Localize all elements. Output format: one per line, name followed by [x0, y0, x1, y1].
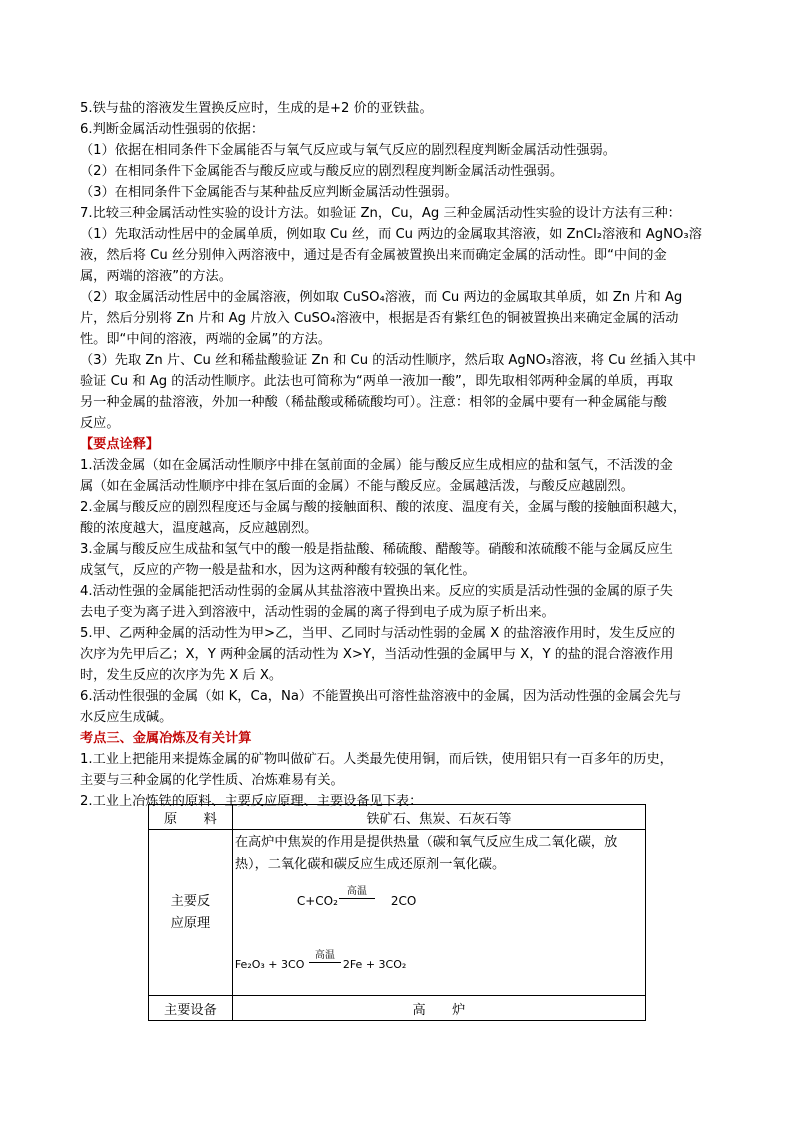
reaction-principle-label: 主要反应原理	[170, 893, 211, 931]
section-title-key-points: 【要点诠释】	[80, 437, 160, 452]
paragraph-block-2	[80, 455, 716, 728]
section-title-smelting: 考点三、金属冶炼及有关计算	[80, 731, 252, 746]
smelting-line: 主要与三种金属的化学性质、冶炼难易有关。	[80, 773, 344, 788]
equation-1-condition-text: 高温	[346, 886, 367, 897]
text-line: （2）取金属活动性居中的金属溶液，例如取 CuSO₄溶液，而 Cu 两边的金属取其单质，如 Zn 片和 Ag	[80, 290, 683, 305]
text-line: 6.判断金属活动性强弱的依据：	[80, 122, 265, 137]
text-line: 片，然后分别将 Zn 片和 Ag 片放入 CuSO₄溶液中，根据是否有紫红色的铜被置换出来确定金属的活动	[80, 311, 679, 326]
text-line: （2）在相同条件下金属能否与酸反应或与酸反应的剧烈程度判断金属活动性强弱。	[80, 164, 564, 179]
text-line: 另一种金属的盐溶液，外加一种酸（稀盐酸或稀硫酸均可）。注意：相邻的金属中要有一种金属能与酸	[80, 395, 667, 410]
equation-2-right: 2Fe + 3CO₂	[342, 958, 407, 971]
explanation-line: 时，发生反应的次序为先 X 后 X。	[80, 668, 283, 683]
explanation-line: 成氢气，反应的产物一般是盐和水，因为这两种酸有较强的氧化性。	[80, 563, 476, 578]
table-label-equipment: 主要设备	[149, 996, 233, 1021]
equation-2-left: Fe₂O₃ + 3CO	[234, 958, 305, 971]
smelting-line: 2.工业上冶炼铁的原料、主要反应原理、主要设备见下表：	[80, 794, 423, 809]
explanation-line: 5.甲、乙两种金属的活动性为甲>乙，当甲、乙同时与活动性弱的金属 X 的盐溶液作用时，发生反应的	[80, 626, 675, 641]
explanation-line: 6.活动性很强的金属（如 K，Ca，Na）不能置换出可溶性盐溶液中的金属，因为活动性强的金属会先与	[80, 689, 682, 704]
text-line: （1）先取活动性居中的金属单质，例如取 Cu 丝，而 Cu 两边的金属取其溶液，如 ZnCl₂溶液和 AgNO₃溶	[80, 227, 702, 242]
explanation-line: 酸的浓度越大，温度越高，反应越剧烈。	[80, 521, 318, 536]
table-value-reaction-principle	[232, 830, 645, 996]
text-line: 性。即“中间的溶液，两端的金属”的方法。	[80, 332, 332, 347]
text-line: （1）依据在相同条件下金属能否与氧气反应或与氧气反应的剧烈程度判断金属活动性强弱。	[80, 143, 616, 158]
text-line: 属，两端的溶液”的方法。	[80, 269, 232, 284]
explanation-line: 属（如在金属活动性顺序中排在氢后面的金属）不能与酸反应。金属越活泼，与酸反应越剧烈。	[80, 479, 634, 494]
explanation-line: 3.金属与酸反应生成盐和氢气中的酸一般是指盐酸、稀硫酸、醋酸等。硝酸和浓硫酸不能与金属反应生	[80, 542, 673, 557]
principle-text-line-2: 热），二氧化碳和碳反应生成还原剂一氧化碳。	[234, 857, 506, 872]
table-value-equipment: 高 炉	[232, 996, 645, 1021]
equation-2-condition-text: 高温	[314, 950, 335, 961]
text-line: 液，然后将 Cu 丝分别伸入两溶液中，通过是否有金属被置换出来而确定金属的活动性。即“中间的金	[80, 248, 667, 263]
text-line: （3）在相同条件下金属能否与某种盐反应判断金属活动性强弱。	[80, 185, 458, 200]
explanation-line: 次序为先甲后乙；X，Y 两种金属的活动性为 X>Y，当活动性强的金属甲与 X，Y 的盐的混合溶液作用	[80, 647, 674, 662]
text-line: 5.铁与盐的溶液发生置换反应时，生成的是+2 价的亚铁盐。	[80, 101, 433, 116]
equation-1-condition	[339, 882, 375, 899]
text-line: 验证 Cu 和 Ag 的活动性顺序。此法也可简称为“两单一液加一酸”，即先取相邻两种金属的单质，再取	[80, 374, 673, 389]
table-value-raw-materials: 铁矿石、焦炭、石灰石等	[232, 805, 645, 830]
explanation-line: 4.活动性强的金属能把活动性弱的金属从其盐溶液中置换出来。反应的实质是活动性强的金属的原子失	[80, 584, 673, 599]
paragraph-block-3	[80, 749, 716, 812]
equation-1-left: C+CO₂	[296, 894, 338, 908]
principle-text-line-1: 在高炉中焦炭的作用是提供热量（碳和氧气反应生成二氧化碳，放	[234, 835, 618, 850]
table-label-reaction-principle	[149, 830, 233, 996]
explanation-line: 去电子变为离子进入到溶液中，活动性弱的金属的离子得到电子成为原子析出来。	[80, 605, 555, 620]
equations-area	[233, 876, 645, 981]
table-label-raw-materials: 原 料	[149, 805, 233, 830]
equation-1-right: 2CO	[390, 894, 417, 908]
equation-2-condition	[309, 946, 341, 963]
explanation-line: 2.金属与酸反应的剧烈程度还与金属与酸的接触面积、酸的浓度、温度有关，金属与酸的接触面积越大，	[80, 500, 687, 515]
iron-smelting-table	[148, 804, 646, 1021]
document-body	[80, 98, 716, 812]
explanation-line: 1.活泼金属（如在金属活动性顺序中排在氢前面的金属）能与酸反应生成相应的盐和氢气，不活泼的金	[80, 458, 673, 473]
text-line: 反应。	[80, 416, 120, 431]
paragraph-block-1	[80, 98, 716, 434]
smelting-line: 1.工业上把能用来提炼金属的矿物叫做矿石。人类最先使用铜，而后铁，使用铝只有一百多年的历史，	[80, 752, 673, 767]
explanation-line: 水反应生成碱。	[80, 710, 173, 725]
text-line: 7.比较三种金属活动性实验的设计方法。如验证 Zn，Cu，Ag 三种金属活动性实验的设计方法有三种：	[80, 206, 681, 221]
text-line: （3）先取 Zn 片、Cu 丝和稀盐酸验证 Zn 和 Cu 的活动性顺序，然后取 AgNO₃溶液，将 Cu 丝插入其中	[80, 353, 696, 368]
